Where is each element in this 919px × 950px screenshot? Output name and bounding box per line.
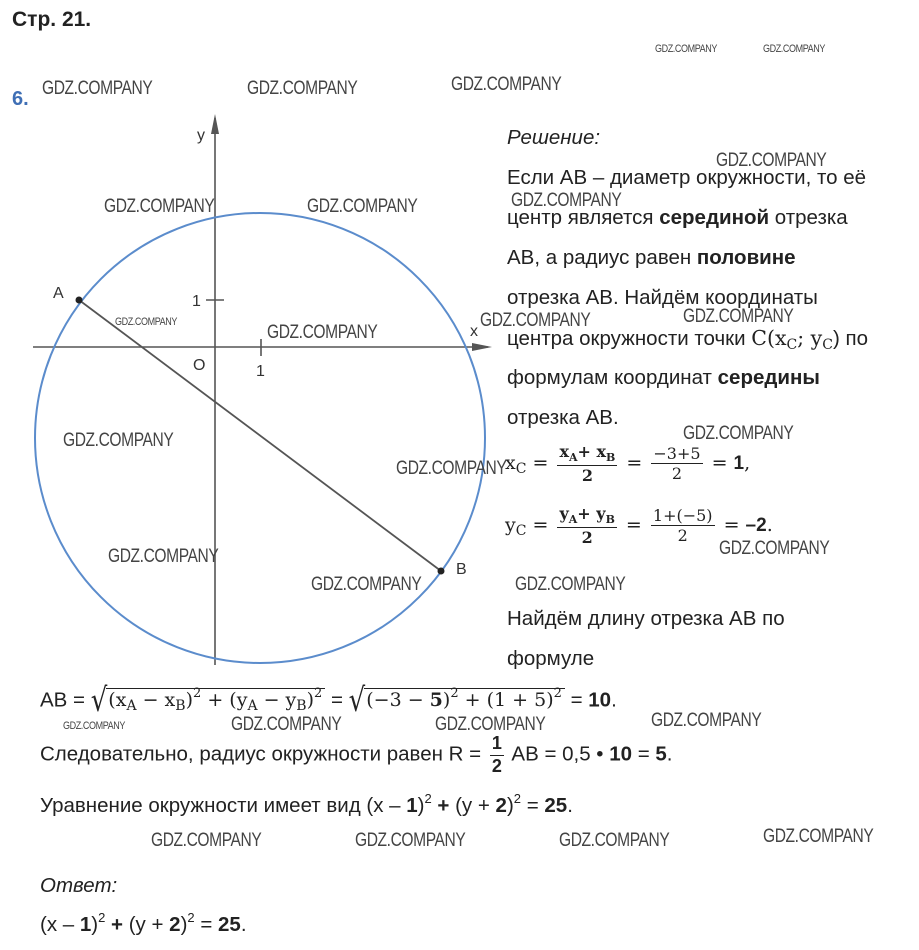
x-tick-label: 1 (256, 363, 265, 380)
watermark: GDZ.COMPANY (763, 826, 874, 847)
watermark: GDZ.COMPANY (267, 322, 378, 343)
equation-line: Уравнение окружности имеет вид $(x - 1)^2 + (y + 2)^2 = 25$. (40, 791, 573, 817)
watermark: GDZ.COMPANY (63, 430, 174, 451)
point-b-label: B (456, 561, 467, 578)
watermark: GDZ.COMPANY (108, 546, 219, 567)
watermark: GDZ.COMPANY (151, 830, 262, 851)
watermark: GDZ.COMPANY (42, 78, 153, 99)
watermark: GDZ.COMPANY (104, 196, 215, 217)
watermark: GDZ.COMPANY (719, 538, 830, 559)
y-axis-arrow (211, 114, 219, 134)
watermark: GDZ.COMPANY (311, 574, 422, 595)
solution-line: отрезка АВ. (507, 406, 619, 429)
watermark: GDZ.COMPANY (511, 190, 622, 211)
answer-equation: $(x - 1)^2 + (y + 2)^2 = 25$. (40, 910, 247, 936)
solution-line: формуле (507, 647, 595, 670)
point-a-label: A (53, 285, 64, 302)
solution-line: центр является серединой отрезка (507, 206, 848, 229)
watermark: GDZ.COMPANY (355, 830, 466, 851)
watermark: GDZ.COMPANY (435, 714, 546, 735)
coordinate-figure (0, 110, 500, 670)
watermark: GDZ.COMPANY (716, 150, 827, 171)
solution-line: формулам координат середины (507, 366, 820, 389)
x-axis-arrow (472, 343, 492, 351)
origin-label: O (193, 357, 206, 374)
watermark: GDZ.COMPANY (515, 574, 626, 595)
watermark: GDZ.COMPANY (480, 310, 591, 331)
task-number: 6. (12, 88, 29, 110)
formula-yc: $y_C$ = $\frac{y_A+ y_B}{2}$ = $\frac{1+(-5)}{2}$ = –2. (505, 504, 773, 548)
solution-line: центра окружности точки $C(x_C$; $y_C$) по (507, 326, 869, 353)
solution-line: Найдём длину отрезка АВ по (507, 607, 785, 630)
solution-heading: Решение: (507, 126, 601, 149)
solution-line: Если АВ – диаметр окружности, то её (507, 166, 867, 189)
answer-label: Ответ: (40, 874, 118, 897)
point-b-dot (438, 568, 445, 575)
watermark: GDZ.COMPANY (63, 720, 125, 732)
y-axis-label: y (197, 127, 205, 144)
watermark: GDZ.COMPANY (651, 710, 762, 731)
watermark: GDZ.COMPANY (231, 714, 342, 735)
radius-line: Следовательно, радиус окружности равен R = $\frac{1}{2}$ AB = 0,5 • 10 = 5. (40, 733, 673, 776)
solution-line: АВ, а радиус равен половине (507, 246, 796, 269)
watermark: GDZ.COMPANY (655, 43, 717, 55)
watermark: GDZ.COMPANY (396, 458, 507, 479)
solution-line: отрезка АВ. Найдём координаты (507, 286, 818, 309)
watermark: GDZ.COMPANY (683, 423, 794, 444)
watermark: GDZ.COMPANY (307, 196, 418, 217)
watermark: GDZ.COMPANY (247, 78, 358, 99)
formula-ab: AB = $√(x_A - x_B)^2 + (y_A - y_B)^2 = √(-3 - 5)^2 + (1 + 5)^2 = 10$. (40, 682, 617, 720)
page-number: Стр. 21. (12, 8, 92, 31)
watermark: GDZ.COMPANY (115, 316, 177, 328)
watermark: GDZ.COMPANY (683, 306, 794, 327)
watermark: GDZ.COMPANY (763, 43, 825, 55)
point-a-dot (76, 297, 83, 304)
watermark: GDZ.COMPANY (559, 830, 670, 851)
x-axis-label: x (470, 323, 478, 340)
formula-xc: $x_C$ = $\frac{x_A+ x_B}{2}$ = $\frac{-3+5}{2}$ = 1, (505, 442, 751, 486)
y-tick-label: 1 (192, 293, 201, 310)
watermark: GDZ.COMPANY (451, 74, 562, 95)
